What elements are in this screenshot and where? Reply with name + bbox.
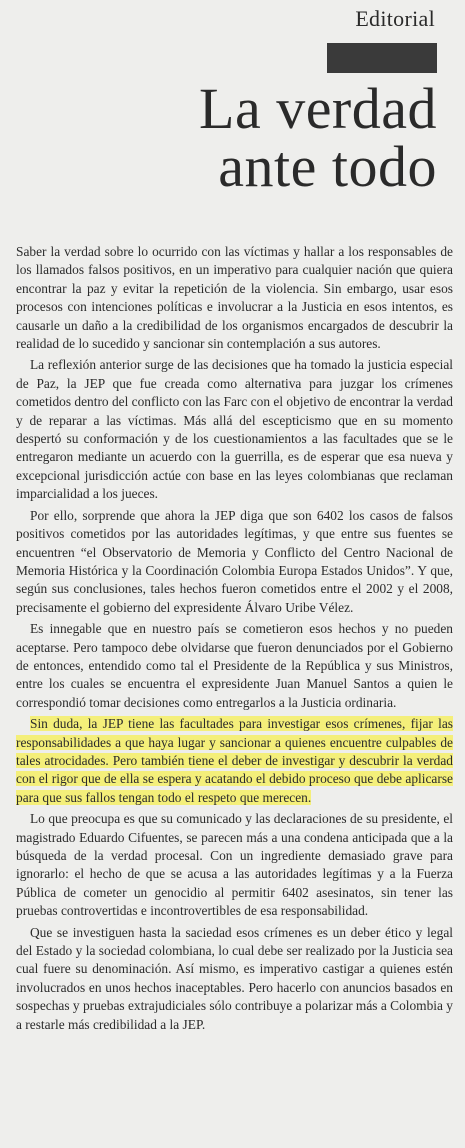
paragraph-1: Saber la verdad sobre lo ocurrido con las víctimas y hallar a los responsables de los llamados falsos positivos, en un imperativo para cualquier nación que quiera encontrar la paz y evitar la repetición de la violencia. Sin embargo, usar esos procesos con intenciones políticas e involucrar a la Justicia en esos intentos, es causarle un daño a la credibilidad de los organismos encargados de descubrir la realidad de lo sucedido y sancionar sin contemplación a sus autores.: [16, 244, 453, 352]
paragraph-6: Lo que preocupa es que su comunicado y las declaraciones de su presidente, el magistrado Eduardo Cifuentes, se parecen más a una condena anticipada que a la búsqueda de la verdad procesal. Con un ingrediente demasiado grave para ignorarlo: el hecho de que se acusa a las autoridades legítimas y a la Fuerza Pública de cometer un genocidio al permitir 6402 asesinatos, sin tener las pruebas controvertidas e incontrovertibles de esa responsabilidad.: [16, 811, 453, 919]
article-body: [16, 243, 453, 1037]
headline-line-1: La verdad: [199, 76, 437, 141]
headline: [77, 76, 437, 199]
section-bar: [327, 43, 437, 73]
paragraph-2: La reflexión anterior surge de las decisiones que ha tomado la justicia especial de Paz, la JEP que fue creada como alternativa para juzgar los crímenes cometidos dentro del conflicto con las Farc con el objetivo de encontrar la verdad y de reparar a las víctimas. Más allá del escepticismo que en su momento despertó su conformación y de los cuestionamientos a las facultades que se le entregaron mediante un acuerdo con la guerrilla, es de esperar que esa nueva y excepcional jurisdicción actúe con base en las leyes colombianas que reclaman imparcialidad a los jueces.: [16, 357, 453, 502]
paragraph-3: Por ello, sorprende que ahora la JEP diga que son 6402 los casos de falsos positivos cometidos por las autoridades legítimas, y que entre sus fuentes se encuentren “el Observatorio de Memoria y Conflicto del Centro Nacional de Memoria Histórica y la Coordinación Colombia Europa Estados Unidos”. Y que, según sus conclusiones, tales hechos fueron cometidos entre el 2002 y el 2008, precisamente el gobierno del expresidente Álvaro Uribe Vélez.: [16, 507, 453, 615]
paragraph-5-highlighted: [16, 715, 453, 807]
headline-line-2: ante todo: [218, 134, 437, 199]
paragraph-4: Es innegable que en nuestro país se cometieron esos hechos y no pueden aceptarse. Pero tampoco debe olvidarse que fueron denunciados por el Gobierno de entonces, entendido como tal el Presidente de la República y sus Ministros, entre los cuales se encuentra el expresidente Juan Manuel Santos a quien le correspondió tomar decisiones como entregarlos a la Justicia ordinaria.: [16, 621, 453, 710]
section-label: Editorial: [355, 6, 435, 31]
paragraph-7: Que se investiguen hasta la saciedad esos crímenes es un deber ético y legal del Estado y la sociedad colombiana, lo cual debe ser realizado por la Justicia sea cual fuere su denominación. Así mismo, es imperativo castigar a quienes estén involucrados en unos hechos inaceptables. Pero hacerlo con anuncios basados en sospechas y pruebas extrajudiciales sólo contribuye a polarizar más a Colombia y a restarle más credibilidad a la JEP.: [16, 924, 453, 1032]
highlighted-text: Sin duda, la JEP tiene las facultades para investigar esos crímenes, fijar las responsabilidades a que haya lugar y sancionar a quienes encuentre culpables de tales atrocidades. Pero también tiene el deber de investigar y descubrir la verdad con el rigor que de ella se espera y acatando el debido proceso que debe aplicarse para que sus fallos tengan todo el respeto que merecen.: [16, 716, 453, 805]
